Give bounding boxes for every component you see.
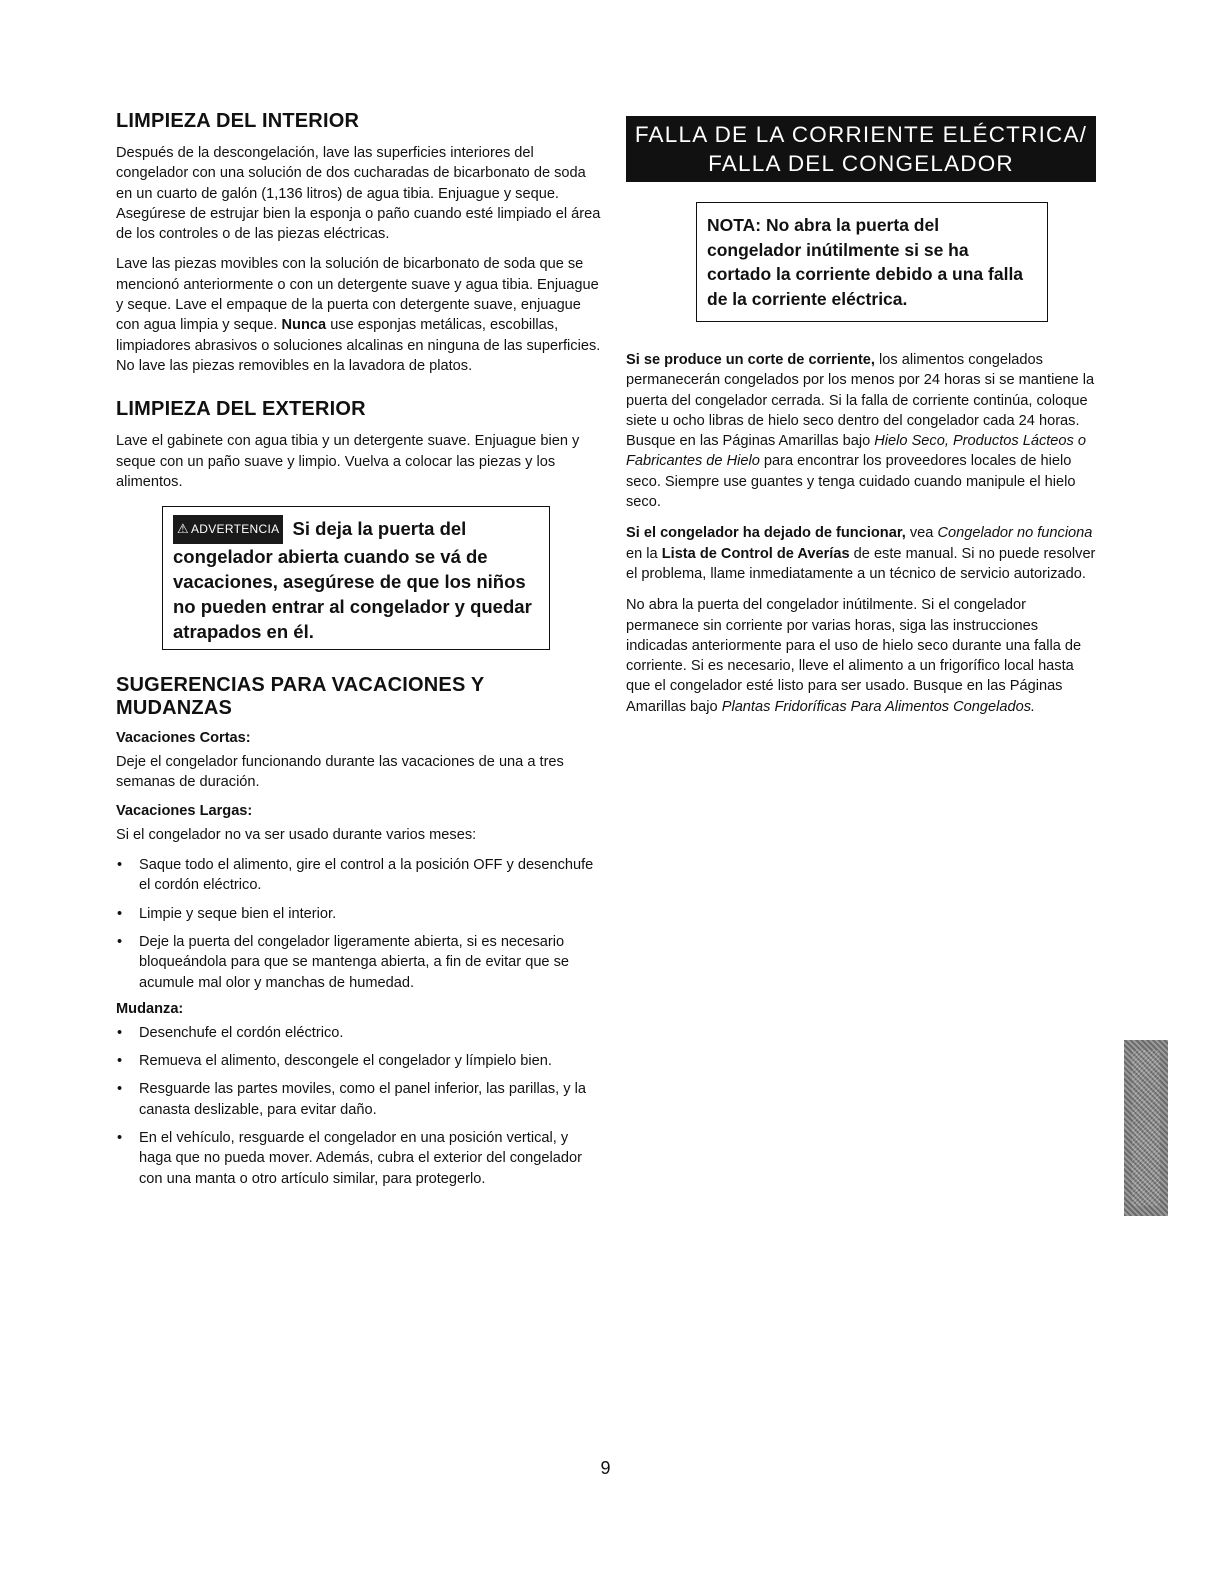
freezer-stopped-italic: Congelador no funciona xyxy=(937,525,1093,542)
warning-label-text: ADVERTENCIA xyxy=(190,522,280,537)
exterior-paragraph: Lave el gabinete con agua tibia y un detergente suave. Enjuague bien y seque con un paño suave y limpio. Vuelva a colocar las piezas y los alimentos. xyxy=(116,433,580,490)
freezer-stopped-lead: Si el congelador ha dejado de funcionar, xyxy=(626,525,906,542)
power-outage-text-a: los alimentos congelados permanecerán congelados por los menos por 24 horas si se mantiene la puerta del congelador cerrada. Si la falla de corriente continúa, coloque siete u ocho libras de hielo seco dentro del congelador cada 24 horas. Busque en las Páginas Amarillas bajo xyxy=(626,352,1095,450)
list-item: • Saque todo el alimento, gire el control a la posición OFF y desenchufe el cordón eléctrico. xyxy=(116,855,604,896)
power-outage-italic: Hielo Seco, Productos Lácteos o Fabricantes de Hielo xyxy=(626,433,1086,470)
interior-paragraph-1: Después de la descongelación, lave las superficies interiores del congelador con una solución de dos cucharadas de bicarbonato de soda en un cuarto de galón (1,136 litros) de agua tibia. Enjuague y seque. Asegúrese de estrujar bien la esponja o paño cuando esté limpiado el área de los controles o de las piezas eléctricas. xyxy=(116,145,601,243)
do-not-open-text: No abra la puerta del congelador inútilmente. Si el congelador permanece sin corriente por varias horas, siga las instrucciones indicadas anteriormente para el uso de hielo seco durante una falla de corriente. Si es necesario, lleve el alimento a un frigorífico local hasta que el congelador esté listo para ser usado. Busque en las Páginas Amarillas bajo xyxy=(626,597,1082,715)
banner-line-1: FALLA DE LA CORRIENTE ELÉCTRICA/ xyxy=(634,122,1088,147)
moving-list xyxy=(116,1023,604,1189)
list-item: • En el vehículo, resguarde el congelador en una posición vertical, y haga que no pueda mover. Además, cubra el exterior del congelador con una manta o otro artículo similar, para protegerlo. xyxy=(116,1128,604,1189)
power-outage-lead: Si se produce un corte de corriente, xyxy=(626,352,875,368)
troubleshooting-list-ref: Lista de Control de Averías xyxy=(661,545,850,562)
freezer-stopped-paragraph xyxy=(626,523,1096,584)
do-not-open-paragraph xyxy=(626,595,1096,717)
list-item: • Desenchufe el cordón eléctrico. xyxy=(116,1023,604,1043)
warning-label xyxy=(173,515,283,544)
warning-text: Si deja la puerta del congelador abierta cuando se vá de vacaciones, asegúrese de que los niños no pueden entrar al congelador y quedar atrapados en él. xyxy=(173,518,532,643)
freezer-stopped-text-c: de este manual. Si no puede resolver el problema, llame inmediatamente a un técnico de servicio autorizado. xyxy=(626,545,1096,582)
short-vacations-text: Deje el congelador funcionando durante las vacaciones de una a tres semanas de duración. xyxy=(116,754,564,791)
freezer-stopped-text-a: vea xyxy=(909,525,934,542)
long-vacations-list xyxy=(116,855,604,993)
warning-box xyxy=(162,506,550,650)
vacations-heading: SUGERENCIAS PARA VACACIONES Y MUDANZAS xyxy=(116,674,485,720)
do-not-open-italic: Plantas Fridoríficas Para Alimentos Congelados. xyxy=(721,698,1036,715)
note-box: NOTA: No abra la puerta del congelador inútilmente si se ha cortado la corriente debido a una falla de la corriente eléctrica. xyxy=(696,202,1048,322)
interior-p2-emphasis: Nunca xyxy=(281,317,327,334)
list-item: • Remueva el alimento, descongele el congelador y límpielo bien. xyxy=(116,1051,604,1071)
section-thumb-tab xyxy=(1124,1040,1168,1216)
long-vacations-title: Vacaciones Largas: xyxy=(116,802,253,819)
left-column xyxy=(116,110,604,1197)
list-item: • Deje la puerta del congelador ligeramente abierta, si es necesario bloqueándola para que se mantenga abierta, a fin de evitar que se acumule mal olor y manchas de humedad. xyxy=(116,932,604,993)
exterior-cleaning-heading: LIMPIEZA DEL EXTERIOR xyxy=(116,398,366,421)
short-vacations-title: Vacaciones Cortas: xyxy=(116,730,251,747)
warning-triangle-icon: ⚠ xyxy=(177,521,189,537)
freezer-stopped-text-b: en la xyxy=(626,545,658,562)
right-column xyxy=(626,116,1096,728)
interior-paragraph-2 xyxy=(116,254,604,376)
moving-title: Mudanza: xyxy=(116,1000,184,1017)
power-outage-text-b: para encontrar los proveedores locales de hielo seco. Siempre use guantes y tenga cuidado cuando manipule el hielo seco. xyxy=(626,453,1076,511)
power-failure-banner xyxy=(626,116,1096,182)
interior-cleaning-heading: LIMPIEZA DEL INTERIOR xyxy=(116,110,360,132)
list-item: • Resguarde las partes moviles, como el panel inferior, las parillas, y la canasta deslizable, para evitar daño. xyxy=(116,1079,604,1120)
list-item: • Limpie y seque bien el interior. xyxy=(116,904,604,924)
interior-p2-text-a: Lave las piezas movibles con la solución de bicarbonato de soda que se mencionó anteriormente o con un detergente suave y agua tibia. Enjuague y seque. Lave el empaque de la puerta con detergente suave, enjuague con agua limpia y seque. xyxy=(116,256,599,334)
interior-p2-text-b: use esponjas metálicas, escobillas, limpiadores abrasivos o soluciones alcalinas en ninguna de las superficies. No lave las piezas removibles en la lavadora de platos. xyxy=(116,317,601,374)
long-vacations-text: Si el congelador no va ser usado durante varios meses: xyxy=(116,826,477,843)
page-number: 9 xyxy=(600,1458,611,1478)
banner-line-2: FALLA DEL CONGELADOR xyxy=(708,151,1014,176)
power-outage-paragraph xyxy=(626,350,1096,512)
